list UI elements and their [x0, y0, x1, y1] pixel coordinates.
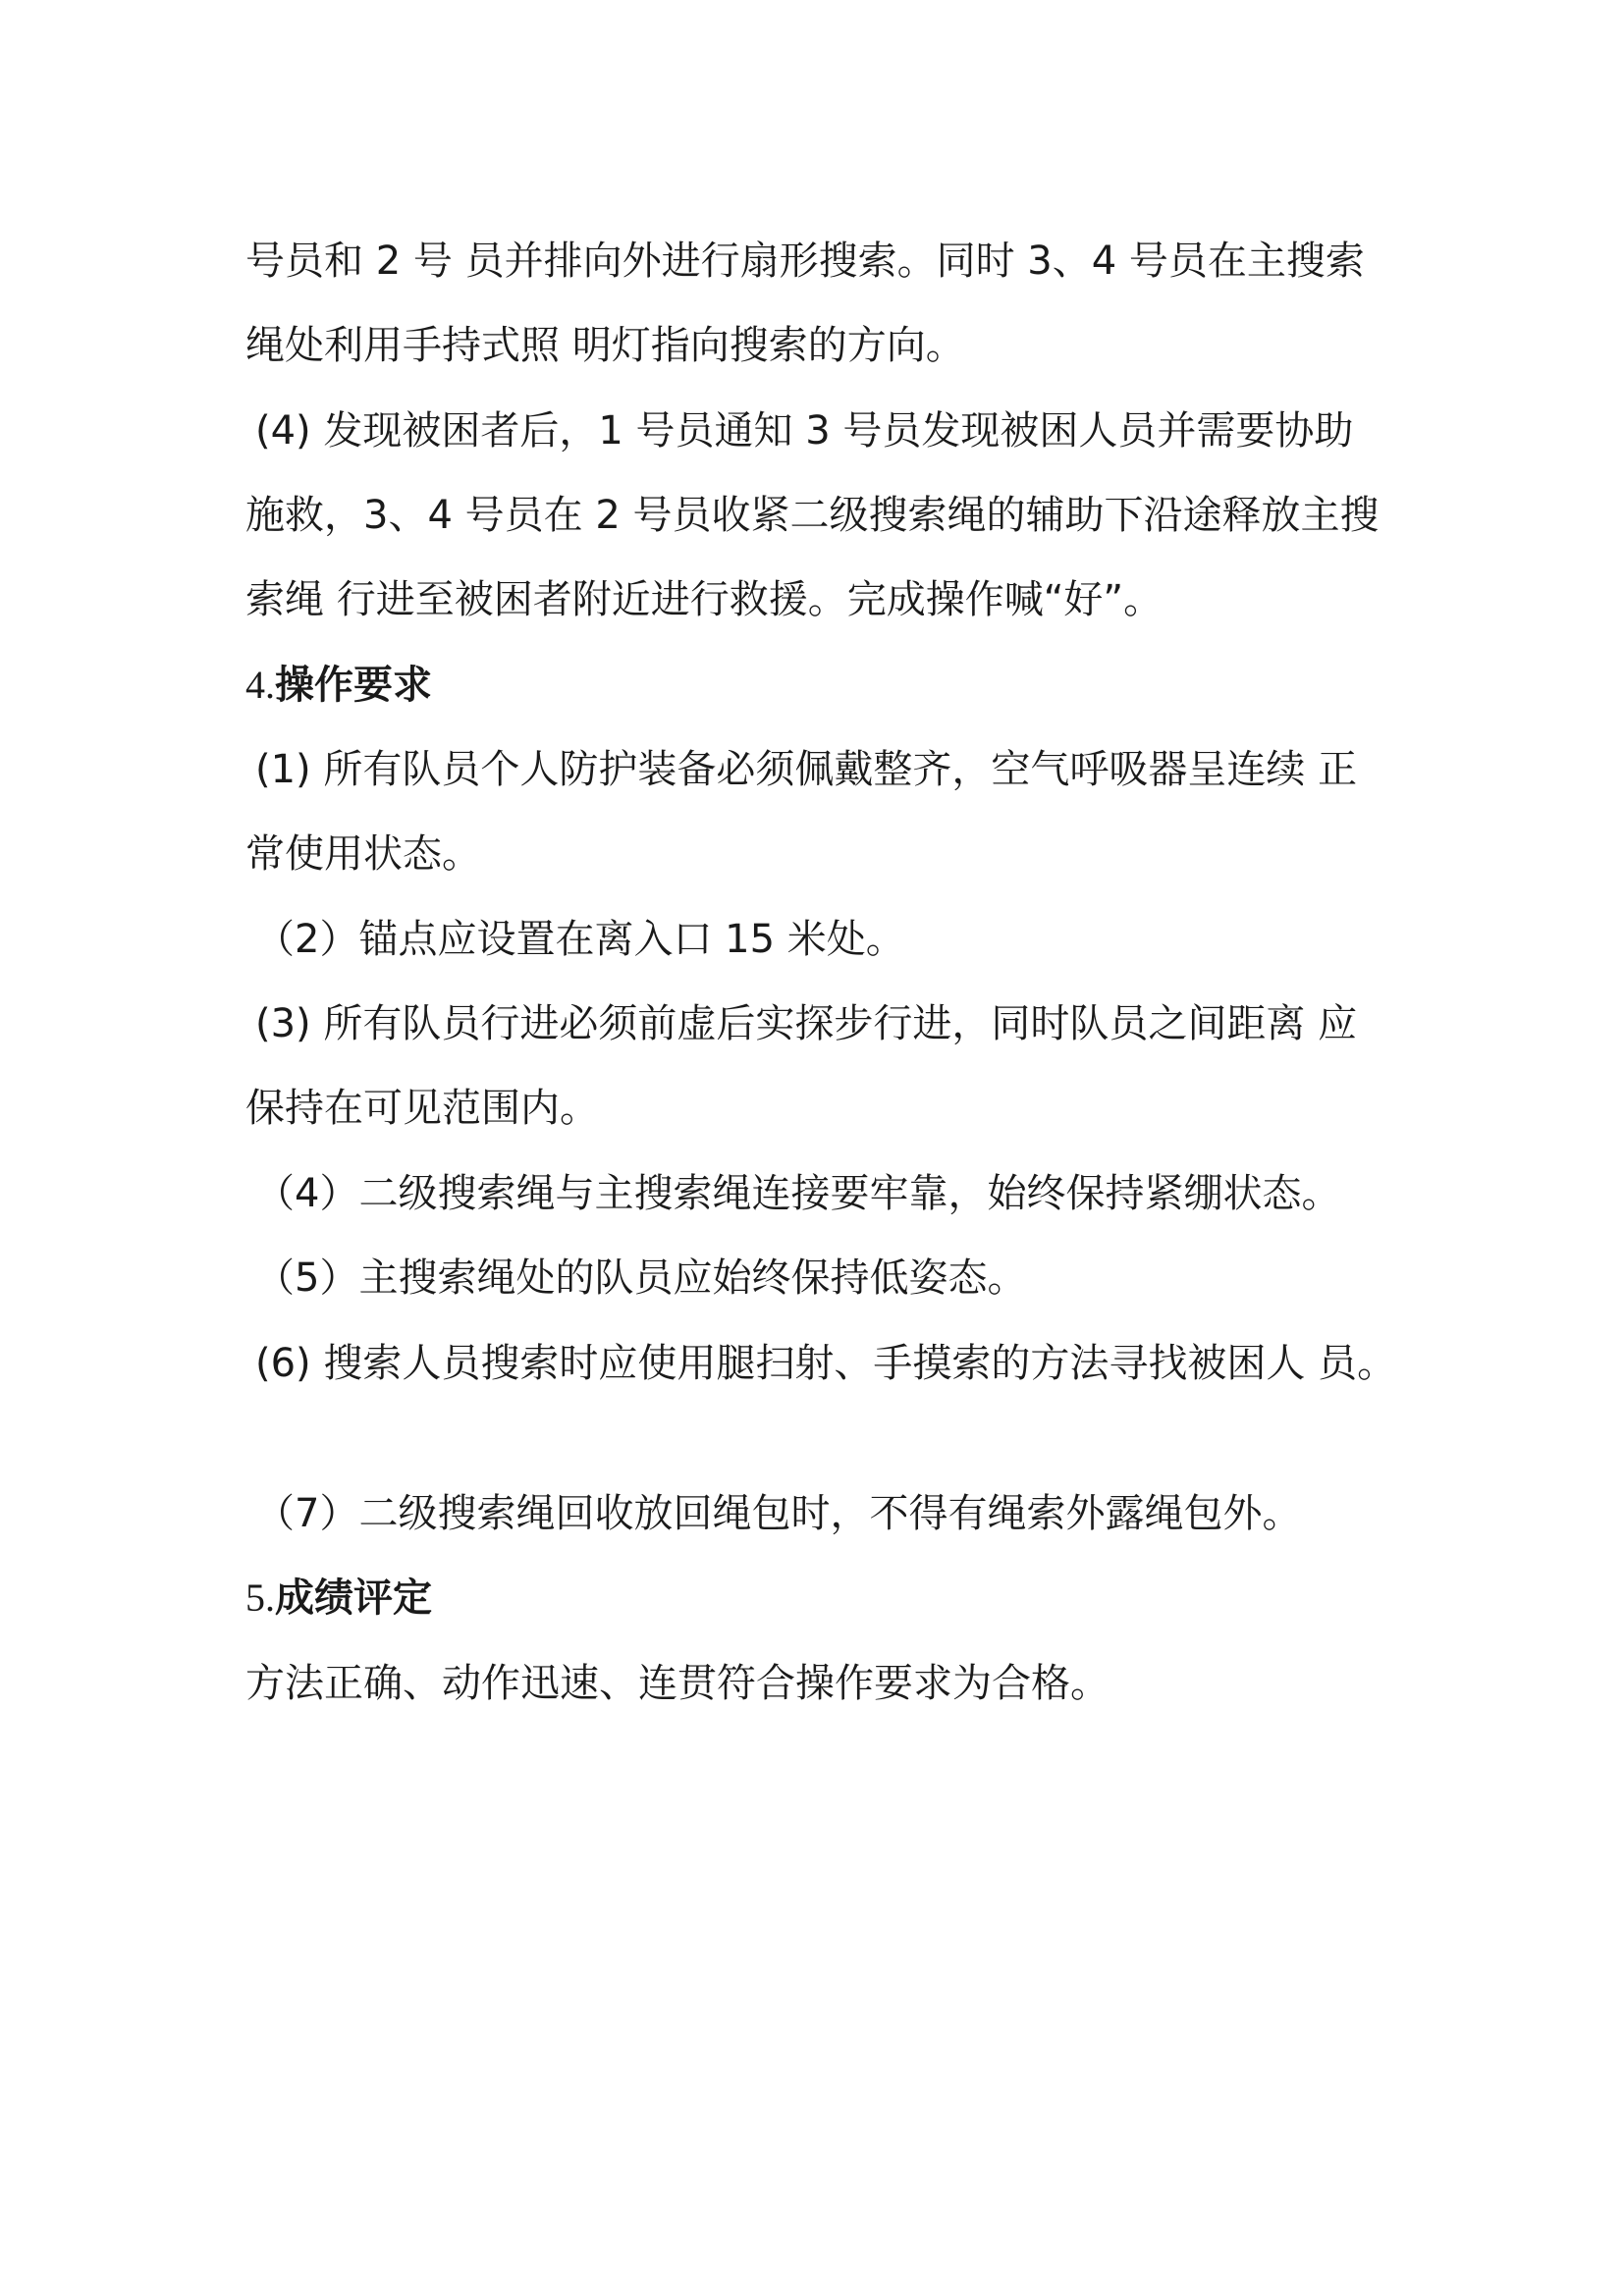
step4-line-3: 索绳 行进至被困者附近进行救援。完成操作喊“好”。	[245, 577, 1164, 622]
requirement-7: （7）二级搜索绳回收放回绳包时，不得有绳索外露绳包外。	[255, 1491, 1302, 1536]
requirement-6: (6) 搜索人员搜索时应使用腿扫射、手摸索的方法寻找被困人 员。	[255, 1341, 1397, 1386]
requirement-1-line-2: 常使用状态。	[245, 831, 481, 877]
section-4-heading	[245, 663, 432, 708]
requirement-2: （2）锚点应设置在离入口 15 米处。	[255, 917, 905, 962]
requirement-3-line-2: 保持在可见范围内。	[245, 1086, 599, 1131]
step4-line-2: 施救，3、4 号员在 2 号员收紧二级搜索绳的辅助下沿途释放主搜	[245, 493, 1380, 538]
section-4-title: 操作要求	[275, 663, 432, 708]
step4-line-1: (4) 发现被困者后，1 号员通知 3 号员发现被困人员并需要协助	[255, 408, 1354, 454]
section-4-number: 4.	[245, 663, 275, 707]
section-5-heading	[245, 1575, 432, 1621]
requirement-3-line-1: (3) 所有队员行进必须前虚后实探步行进，同时队员之间距离 应	[255, 1001, 1358, 1046]
section-5-title: 成绩评定	[275, 1575, 432, 1621]
step3-line-1: 号员和 2 号 员并排向外进行扇形搜索。同时 3、4 号员在主搜索	[245, 239, 1365, 284]
section-5-number: 5.	[245, 1575, 275, 1620]
requirement-5: （5）主搜索绳处的队员应始终保持低姿态。	[255, 1255, 1027, 1301]
grading-criteria: 方法正确、动作迅速、连贯符合操作要求为合格。	[245, 1661, 1110, 1706]
requirement-1-line-1: (1) 所有队员个人防护装备必须佩戴整齐，空气呼吸器呈连续 正	[255, 747, 1358, 792]
requirement-4: （4）二级搜索绳与主搜索绳连接要牢靠，始终保持紧绷状态。	[255, 1171, 1341, 1216]
step3-line-2: 绳处利用手持式照 明灯指向搜索的方向。	[245, 323, 965, 368]
